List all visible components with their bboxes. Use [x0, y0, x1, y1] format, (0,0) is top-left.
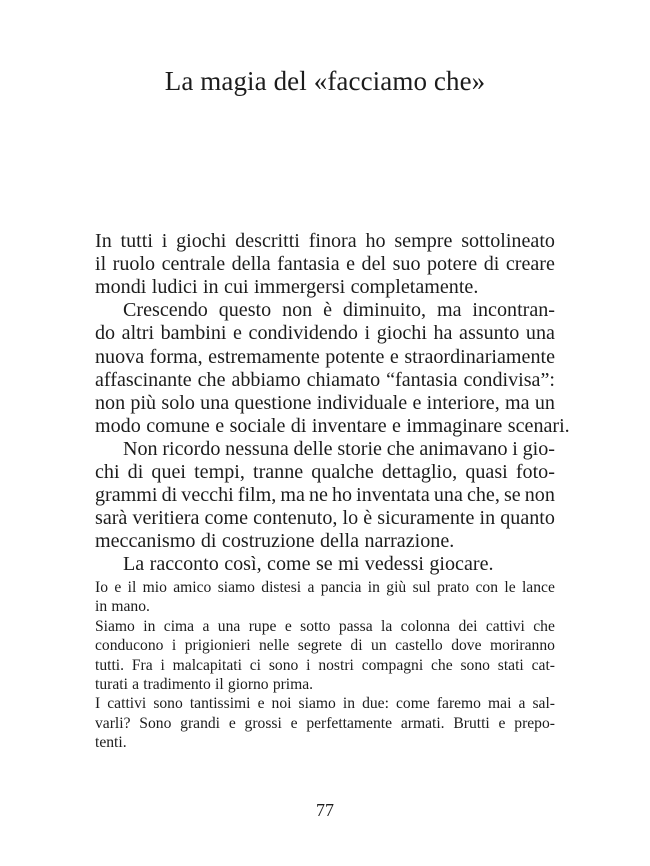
text-line: turati a tradimento il giorno prima. [95, 676, 314, 693]
text-line: varli? Sono grandi e grossi e perfettamente armati. Brutti e prepo- [95, 714, 555, 732]
text-line: mondi ludici in cui immergersi completamente. [95, 276, 479, 299]
text-line: non più solo una questione individuale e interiore, ma un [95, 391, 555, 414]
text-line: in mano. [95, 598, 150, 616]
text-line: tutti. Fra i malcapitati ci sono i nostri compagni che sono stati cat- [95, 656, 555, 674]
page-number: 77 [316, 800, 334, 820]
text-line: il ruolo centrale della fantasia e del suo potere di creare [95, 253, 555, 276]
text-line: conducono i prigionieri nelle segrete di un castello dove moriranno [95, 637, 555, 655]
text-line: Crescendo questo non è diminuito, ma incontran- [123, 299, 555, 322]
text-line: Io e il mio amico siamo distesi a pancia in giù sul prato con le lance [95, 579, 555, 596]
text-line: modo comune e sociale di inventare e immaginare scenari. [95, 414, 570, 437]
text-line: In tutti i giochi descritti finora ho sempre sottolineato [95, 230, 555, 252]
text-line: grammi di vecchi film, ma ne ho inventata una che, se non [95, 484, 555, 507]
text-line: do altri bambini e condividendo i giochi ha assunto una [95, 322, 555, 345]
text-line: Siamo in cima a una rupe e sotto passa la colonna dei cattivi che [95, 617, 555, 635]
chapter-title: La magia del «facciamo che» [164, 66, 486, 96]
text-line: meccanismo di costruzione della narrazione. [95, 530, 455, 553]
text-line: nuova forma, estremamente potente e straordinariamente [95, 345, 555, 368]
text-line: chi di quei tempi, tranne qualche dettaglio, quasi foto- [95, 461, 555, 483]
text-line: affascinante che abbiamo chiamato “fantasia condivisa”: [95, 368, 555, 391]
text-line: Non ricordo nessuna delle storie che animavano i gio- [123, 437, 555, 460]
text-line: tenti. [95, 734, 127, 752]
text-line: La racconto così, come se mi vedessi giocare. [123, 553, 494, 576]
text-line: I cattivi sono tantissimi e noi siamo in due: come faremo mai a sal- [95, 695, 555, 713]
text-line: sarà veritiera come contenuto, lo è sicuramente in quanto [95, 507, 555, 530]
